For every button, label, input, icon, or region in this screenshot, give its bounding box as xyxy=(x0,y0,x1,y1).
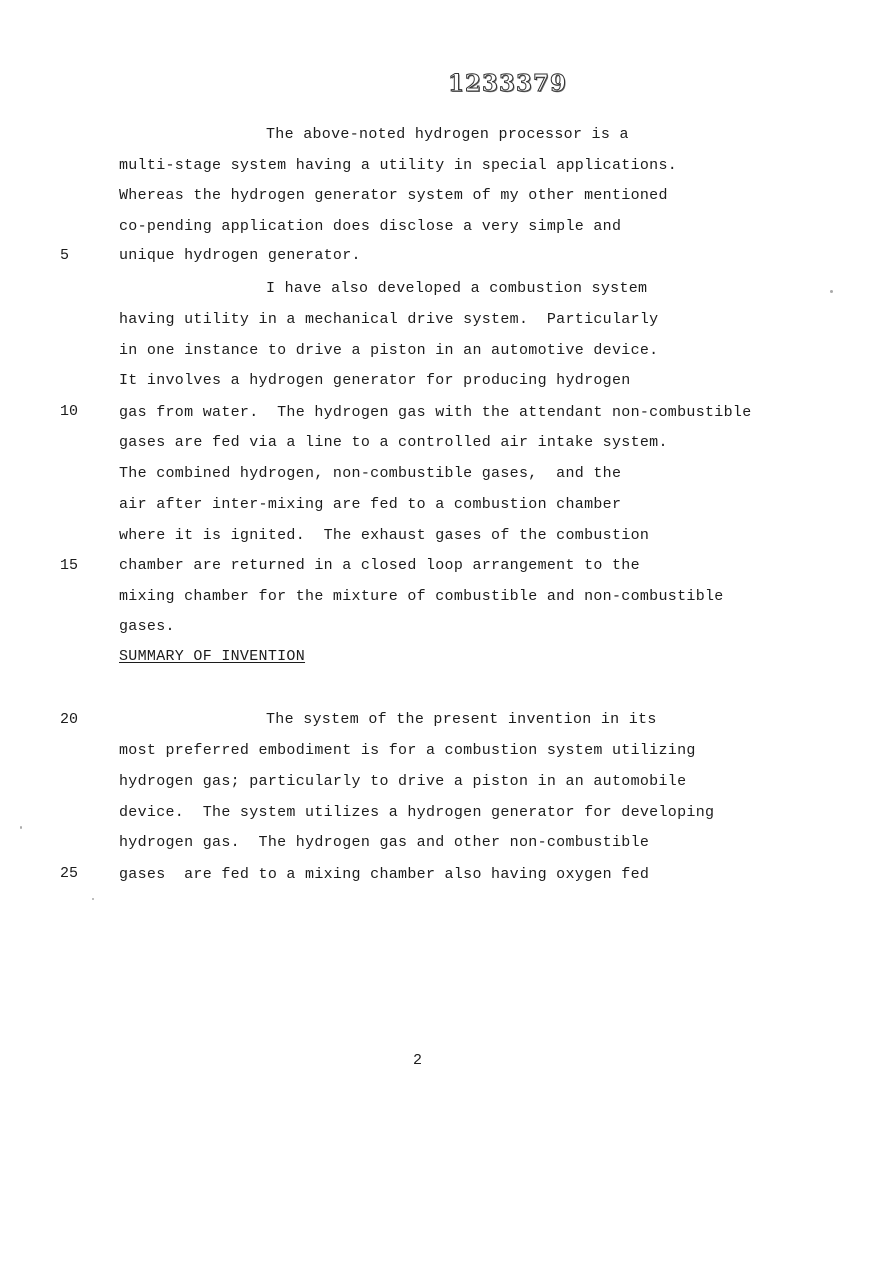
text-line: chamber are returned in a closed loop arrangement to the xyxy=(119,557,640,574)
text-line: I have also developed a combustion system xyxy=(266,280,648,297)
text-line: The system of the present invention in its xyxy=(266,711,657,728)
text-line: The above-noted hydrogen processor is a xyxy=(266,126,629,143)
text-line: most preferred embodiment is for a combustion system utilizing xyxy=(119,742,696,759)
text-line: The combined hydrogen, non-combustible gases, and the xyxy=(119,465,622,482)
text-line: multi-stage system having a utility in special applications. xyxy=(119,157,678,174)
scan-speck xyxy=(92,898,94,900)
text-line: air after inter-mixing are fed to a combustion chamber xyxy=(119,496,622,513)
text-line: hydrogen gas; particularly to drive a piston in an automobile xyxy=(119,773,687,790)
margin-line-number: 20 xyxy=(60,711,79,728)
text-line: mixing chamber for the mixture of combustible and non-combustible xyxy=(119,588,724,605)
margin-line-number: 5 xyxy=(60,247,70,264)
text-line: having utility in a mechanical drive system. Particularly xyxy=(119,311,659,328)
page-number: 2 xyxy=(413,1052,423,1069)
scan-speck xyxy=(20,826,22,829)
text-line: in one instance to drive a piston in an automotive device. xyxy=(119,342,659,359)
patent-number: 1233379 xyxy=(448,70,568,97)
text-line: co-pending application does disclose a very simple and xyxy=(119,218,622,235)
text-line: gases are fed via a line to a controlled air intake system. xyxy=(119,434,668,451)
scan-speck xyxy=(830,290,833,293)
text-line: gas from water. The hydrogen gas with the attendant non-combustible xyxy=(119,404,752,421)
text-line: gases are fed to a mixing chamber also having oxygen fed xyxy=(119,866,650,883)
text-line: unique hydrogen generator. xyxy=(119,247,361,264)
text-line: gases. xyxy=(119,618,175,635)
text-line: It involves a hydrogen generator for producing hydrogen xyxy=(119,372,631,389)
section-heading: SUMMARY OF INVENTION xyxy=(119,648,306,665)
text-line: device. The system utilizes a hydrogen generator for developing xyxy=(119,804,715,821)
text-line: hydrogen gas. The hydrogen gas and other non-combustible xyxy=(119,834,650,851)
text-line: Whereas the hydrogen generator system of my other mentioned xyxy=(119,187,668,204)
margin-line-number: 25 xyxy=(60,865,79,882)
text-line: where it is ignited. The exhaust gases of the combustion xyxy=(119,527,650,544)
margin-line-number: 10 xyxy=(60,403,79,420)
margin-line-number: 15 xyxy=(60,557,79,574)
